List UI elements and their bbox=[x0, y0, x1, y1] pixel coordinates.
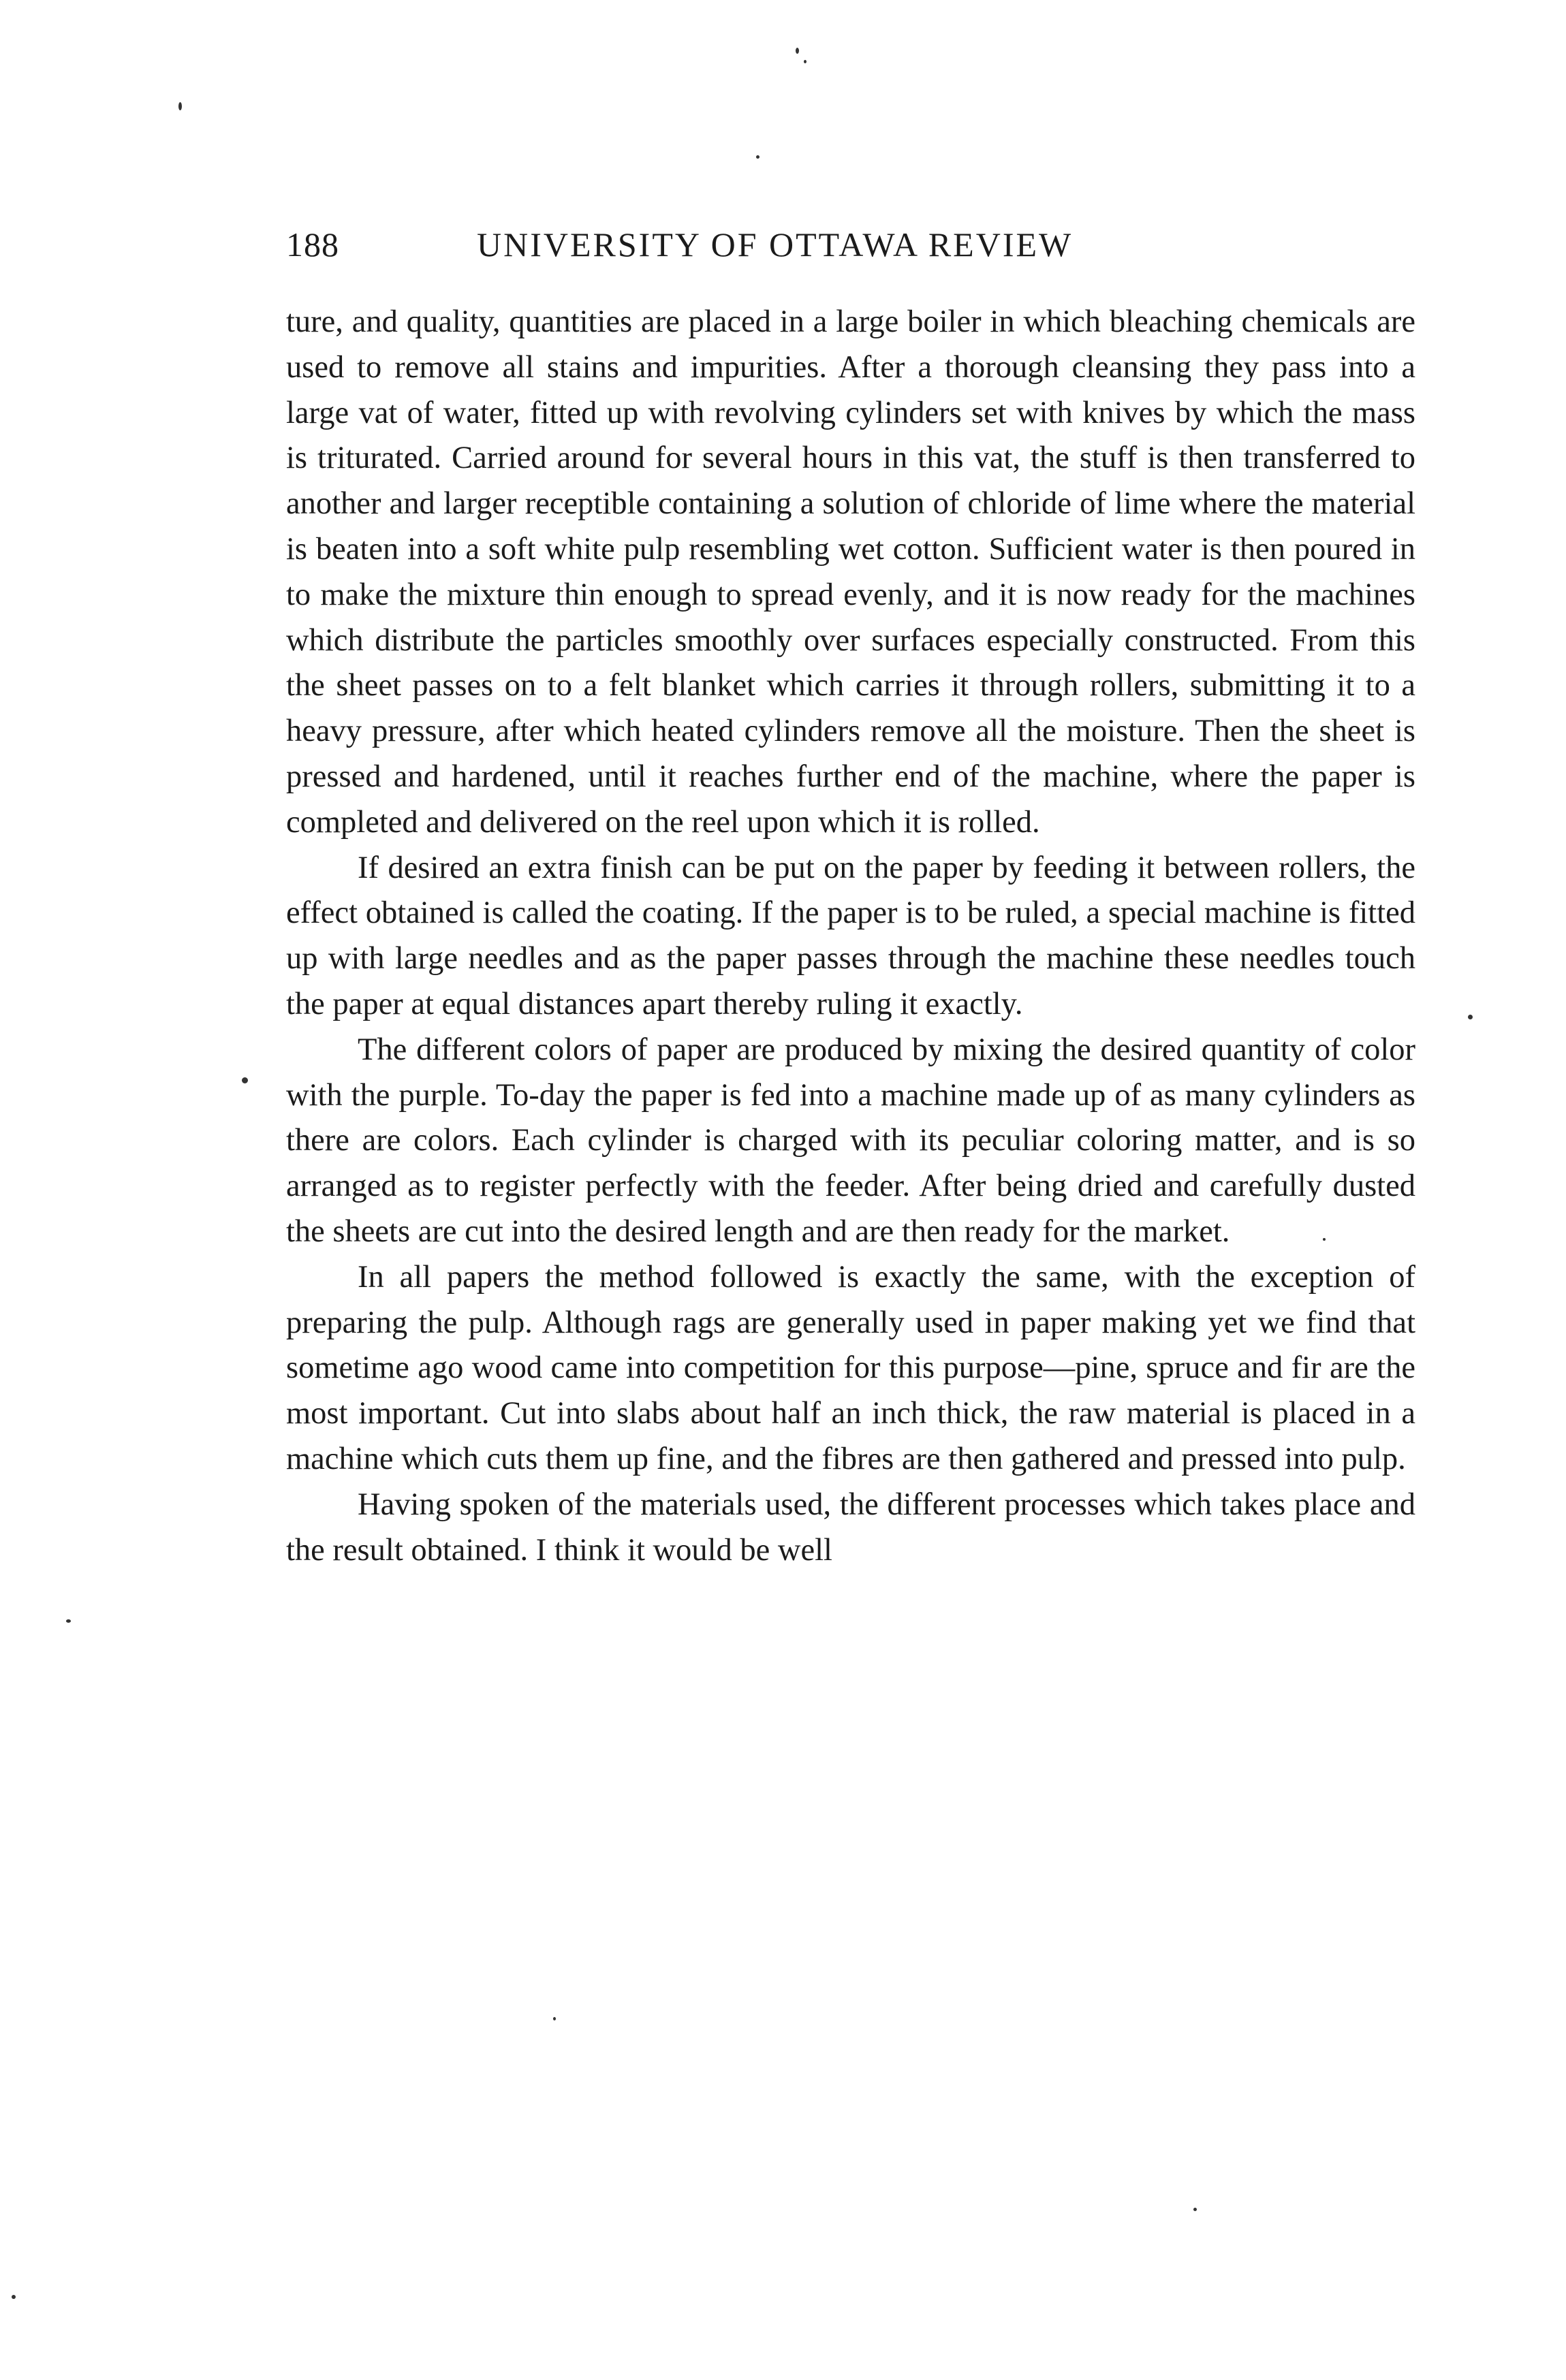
scan-speck bbox=[1468, 1015, 1473, 1019]
scan-speck bbox=[66, 1619, 71, 1623]
scan-speck bbox=[178, 102, 182, 110]
page-number: 188 bbox=[286, 225, 339, 264]
paragraph-5: Having spoken of the materials used, the different processes which takes place and the result obtained. I think it would be well bbox=[286, 1487, 1415, 1568]
scan-speck bbox=[242, 1077, 248, 1083]
running-head: UNIVERSITY OF OTTAWA REVIEW bbox=[477, 225, 1074, 264]
paragraph-3: The different colors of paper are produced by mixing the desired quantity of color with the purple. To-day the paper is fed into a machine made up of as many cylinders as there are colors. Each cylinder is charged with its peculiar coloring matter, and is so arranged as to register perfectly with the feeder. After being dried and carefully dusted the sheets are cut into the desired length and are then ready for the market. bbox=[286, 1032, 1415, 1249]
scan-speck bbox=[12, 2295, 16, 2299]
article-body bbox=[286, 300, 1415, 1573]
scan-speck bbox=[553, 2017, 556, 2020]
page-header bbox=[286, 225, 1415, 279]
paragraph-4: In all papers the method followed is exactly the same, with the exception of preparing the pulp. Although rags are generally used in paper making yet we find that sometime ago wood came into competition for this purpose—pine, spruce and fir are the most important. Cut into slabs about half an inch thick, the raw material is placed in a machine which cuts them up fine, and the fibres are then gathered and pressed into pulp. bbox=[286, 1259, 1415, 1476]
scan-speck bbox=[756, 155, 759, 159]
scan-speck bbox=[1193, 2208, 1197, 2211]
scan-speck bbox=[796, 48, 799, 54]
scan-speck bbox=[1323, 1238, 1326, 1241]
paragraph-1: ture, and quality, quantities are placed in a large boiler in which bleaching chemicals are used to remove all stains and impurities. After a thorough cleansing they pass into a large vat of water, fitted up with revolving cylinders set with knives by which the mass is triturated. Carried around for several hours in this vat, the stuff is then transferred to another and larger receptible containing a solution of chloride of lime where the material is beaten into a soft white pulp resembling wet cotton. Sufficient water is then poured in to make the mixture thin enough to spread evenly, and it is now ready for the machines which distribute the particles smoothly over surfaces especially constructed. From this the sheet passes on to a felt blanket which carries it through rollers, submitting it to a heavy pressure, after which heated cylinders remove all the moisture. Then the sheet is pressed and hardened, until it reaches further end of the machine, where the paper is completed and delivered on the reel upon which it is rolled. bbox=[286, 304, 1415, 840]
scan-speck bbox=[804, 60, 807, 63]
paragraph-2: If desired an extra finish can be put on the paper by feeding it between rollers, the effect obtained is called the coating. If the paper is to be ruled, a special machine is fitted up with large needles and as the paper passes through the machine these needles touch the paper at equal distances apart thereby ruling it exactly. bbox=[286, 850, 1415, 1021]
